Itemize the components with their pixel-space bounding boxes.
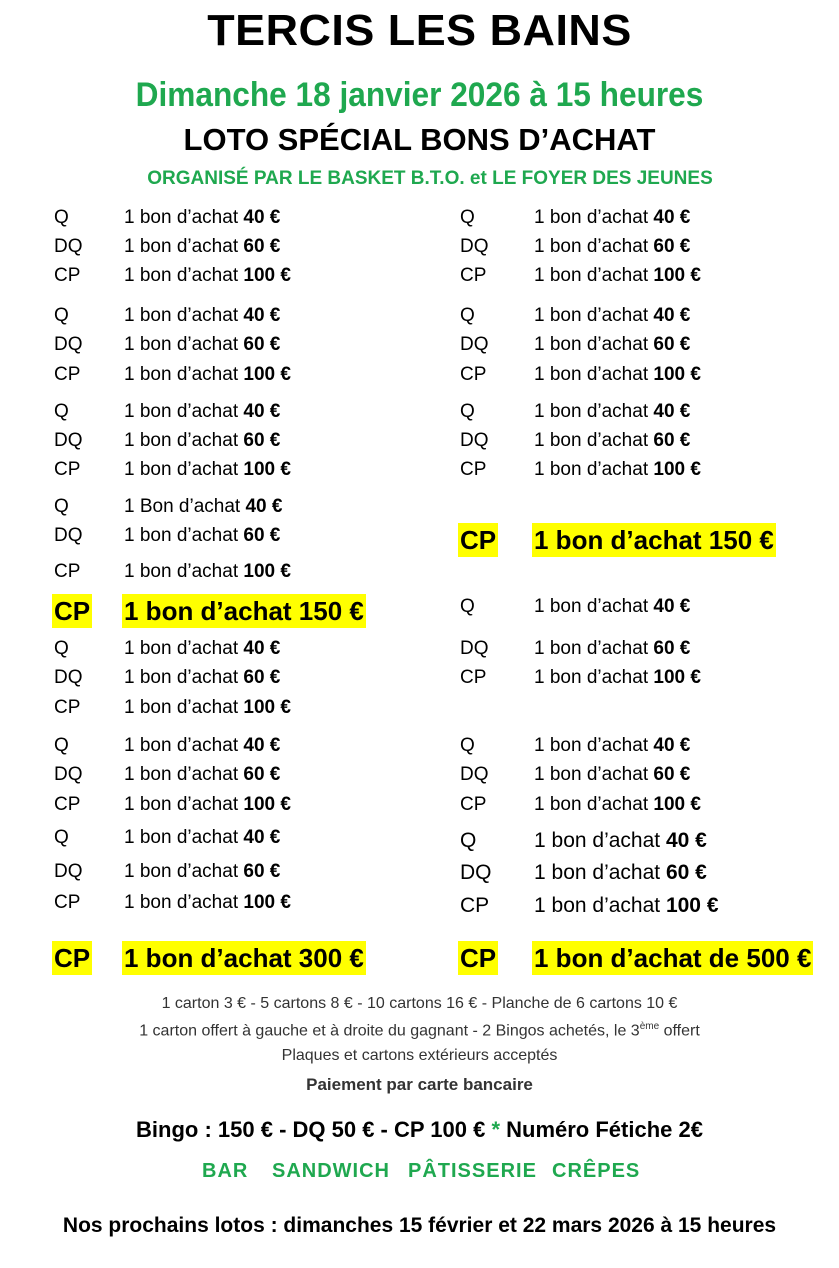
prize-amount: 100 €: [243, 794, 291, 815]
prize-label: 1 bon d’achat: [124, 525, 239, 546]
prize-code: CP: [54, 561, 81, 582]
prize-code: Q: [460, 596, 475, 617]
prize-amount: 40 €: [243, 827, 281, 848]
prize-code: Q: [54, 827, 69, 848]
prize-label: 1 bon d’achat: [124, 207, 239, 228]
payment-note: Paiement par carte bancaire: [306, 1075, 533, 1094]
prize-label: 1 bon d’achat: [124, 334, 239, 355]
prize-amount: 40 €: [653, 305, 691, 326]
prize-amount: 60 €: [243, 430, 281, 451]
prize-label: 1 bon d’achat 150 €: [124, 596, 364, 626]
prize-label: 1 bon d’achat: [124, 861, 239, 882]
prize-code: CP: [460, 265, 487, 286]
prize-label: 1 bon d’achat: [534, 667, 649, 688]
prize-amount: 100 €: [243, 697, 291, 718]
prize-code: DQ: [460, 236, 489, 257]
prize-amount: 60 €: [665, 861, 707, 884]
prize-code: CP: [460, 364, 487, 385]
event-date: Dimanche 18 janvier 2026 à 15 heures: [135, 76, 704, 114]
prize-amount: 40 €: [243, 638, 281, 659]
prize-amount: 100 €: [243, 459, 291, 480]
prize-code: DQ: [460, 861, 492, 884]
prize-code: DQ: [54, 861, 83, 882]
prize-label: 1 bon d’achat: [534, 459, 649, 480]
prize-label: 1 bon d’achat: [534, 638, 649, 659]
prize-code: DQ: [54, 430, 83, 451]
prize-code: DQ: [460, 430, 489, 451]
prize-code: DQ: [54, 525, 83, 546]
prize-label: 1 bon d’achat: [124, 827, 239, 848]
prize-code: CP: [460, 525, 497, 555]
prize-code: Q: [54, 207, 69, 228]
prize-label: 1 bon d’achat: [534, 430, 649, 451]
prize-amount: 40 €: [243, 735, 281, 756]
prize-code: CP: [460, 894, 490, 917]
prize-code: CP: [54, 596, 91, 626]
prize-code: DQ: [54, 334, 83, 355]
prize-label: 1 bon d’achat: [534, 265, 649, 286]
prize-amount: 60 €: [243, 525, 281, 546]
prize-label: 1 bon d’achat: [534, 207, 649, 228]
prize-label: 1 bon d’achat: [534, 401, 649, 422]
prize-label: 1 bon d’achat: [534, 894, 661, 917]
prize-code: CP: [460, 794, 487, 815]
prize-amount: 60 €: [653, 430, 691, 451]
prize-code: Q: [54, 305, 69, 326]
food-sandwich: SANDWICH: [272, 1160, 390, 1182]
prize-code: Q: [460, 401, 475, 422]
prize-code: CP: [54, 794, 81, 815]
prize-code: Q: [54, 735, 69, 756]
prize-label: 1 bon d’achat: [124, 430, 239, 451]
prize-label: 1 bon d’achat: [124, 364, 239, 385]
prize-amount: 60 €: [653, 334, 691, 355]
carton-prices: 1 carton 3 € - 5 cartons 8 € - 10 cartons 16 € - Planche de 6 cartons 10 €: [161, 995, 678, 1012]
prize-code: CP: [54, 697, 81, 718]
prize-label: 1 bon d’achat: [124, 638, 239, 659]
bingo-prices: Bingo : 150 € - DQ 50 € - CP 100 €: [136, 1117, 492, 1142]
organizer: ORGANISÉ PAR LE BASKET B.T.O. et LE FOYER DES JEUNES: [147, 168, 713, 189]
prize-label: 1 bon d’achat de 500 €: [534, 943, 812, 973]
prize-code: CP: [54, 364, 81, 385]
prize-amount: 60 €: [243, 764, 281, 785]
prize-amount: 100 €: [665, 894, 719, 917]
prize-code: DQ: [54, 236, 83, 257]
prize-code: Q: [54, 401, 69, 422]
prize-code: DQ: [460, 334, 489, 355]
prize-amount: 60 €: [653, 236, 691, 257]
prize-amount: 100 €: [653, 364, 701, 385]
prize-label: 1 bon d’achat 150 €: [534, 525, 774, 555]
prize-amount: 60 €: [243, 334, 281, 355]
prize-amount: 100 €: [243, 561, 291, 582]
prize-amount: 100 €: [653, 459, 701, 480]
prize-label: 1 bon d’achat: [534, 364, 649, 385]
prize-amount: 100 €: [243, 892, 291, 913]
prize-amount: 100 €: [653, 667, 701, 688]
accepted-note: Plaques et cartons extérieurs acceptés: [281, 1047, 558, 1064]
prize-amount: 40 €: [665, 829, 707, 852]
offer-superscript: ème: [639, 1021, 660, 1032]
prize-label: 1 bon d’achat: [534, 305, 649, 326]
prize-label: 1 bon d’achat: [534, 764, 649, 785]
carton-offer: [0, 1021, 839, 1040]
prize-code: Q: [460, 829, 477, 852]
prize-amount: 40 €: [653, 401, 691, 422]
prize-label: 1 bon d’achat: [534, 236, 649, 257]
prize-code: CP: [54, 459, 81, 480]
subtitle: LOTO SPÉCIAL BONS D’ACHAT: [183, 122, 656, 157]
food-bar: BAR: [202, 1160, 249, 1182]
next-lotos: Nos prochains lotos : dimanches 15 février et 22 mars 2026 à 15 heures: [62, 1214, 777, 1237]
star-icon: *: [491, 1117, 500, 1142]
food-crepes: CRÊPES: [552, 1160, 641, 1182]
prize-label: 1 bon d’achat: [534, 794, 649, 815]
prize-label: 1 bon d’achat: [124, 459, 239, 480]
prize-label: 1 bon d’achat: [124, 735, 239, 756]
prize-label: 1 bon d’achat: [534, 596, 649, 617]
prize-amount: 40 €: [243, 207, 281, 228]
prize-amount: 40 €: [653, 596, 691, 617]
prize-code: Q: [460, 207, 475, 228]
prize-code: CP: [460, 667, 487, 688]
prize-amount: 40 €: [243, 305, 281, 326]
prize-label: 1 bon d’achat: [124, 305, 239, 326]
prize-label: 1 bon d’achat: [534, 735, 649, 756]
prize-label: 1 bon d’achat: [124, 764, 239, 785]
prize-code: Q: [460, 735, 475, 756]
prize-code: CP: [460, 459, 487, 480]
prize-code: Q: [460, 305, 475, 326]
prize-label: 1 bon d’achat: [534, 829, 661, 852]
prize-label: 1 bon d’achat: [124, 265, 239, 286]
prize-amount: 40 €: [653, 207, 691, 228]
prize-code: Q: [54, 496, 69, 517]
prize-amount: 60 €: [243, 236, 281, 257]
prize-code: Q: [54, 638, 69, 659]
prize-label: 1 bon d’achat: [124, 892, 239, 913]
prize-label: 1 bon d’achat: [124, 401, 239, 422]
prize-amount: 100 €: [653, 794, 701, 815]
prize-amount: 100 €: [653, 265, 701, 286]
prize-code: DQ: [460, 638, 489, 659]
prize-amount: 40 €: [245, 496, 283, 517]
prize-label: 1 bon d’achat: [124, 697, 239, 718]
prize-label: 1 bon d’achat: [124, 794, 239, 815]
prize-amount: 40 €: [243, 401, 281, 422]
prize-label: 1 bon d’achat: [124, 667, 239, 688]
prize-amount: 60 €: [653, 764, 691, 785]
prize-amount: 100 €: [243, 364, 291, 385]
prize-code: DQ: [54, 764, 83, 785]
fetiche-number: Numéro Fétiche 2€: [500, 1117, 703, 1142]
prize-label: 1 bon d’achat: [534, 334, 649, 355]
prize-code: CP: [54, 943, 91, 973]
prize-label: 1 bon d’achat: [124, 561, 239, 582]
prize-code: DQ: [460, 764, 489, 785]
prize-amount: 60 €: [653, 638, 691, 659]
offer-text-end: offert: [659, 1022, 700, 1040]
prize-code: CP: [460, 943, 497, 973]
prize-code: CP: [54, 265, 81, 286]
bingo-line: [0, 1117, 839, 1143]
page-title: TERCIS LES BAINS: [207, 6, 632, 55]
prize-amount: 100 €: [243, 265, 291, 286]
prize-amount: 40 €: [653, 735, 691, 756]
prize-label: 1 Bon d’achat: [124, 496, 241, 517]
offer-text: 1 carton offert à gauche et à droite du gagnant - 2 Bingos achetés, le 3: [139, 1022, 640, 1040]
prize-label: 1 bon d’achat: [124, 236, 239, 257]
prize-amount: 60 €: [243, 667, 281, 688]
prize-code: CP: [54, 892, 81, 913]
food-patisserie: PÂTISSERIE: [408, 1160, 537, 1182]
prize-label: 1 bon d’achat: [534, 861, 661, 884]
prize-label: 1 bon d’achat 300 €: [124, 943, 364, 973]
prize-amount: 60 €: [243, 861, 281, 882]
prize-code: DQ: [54, 667, 83, 688]
